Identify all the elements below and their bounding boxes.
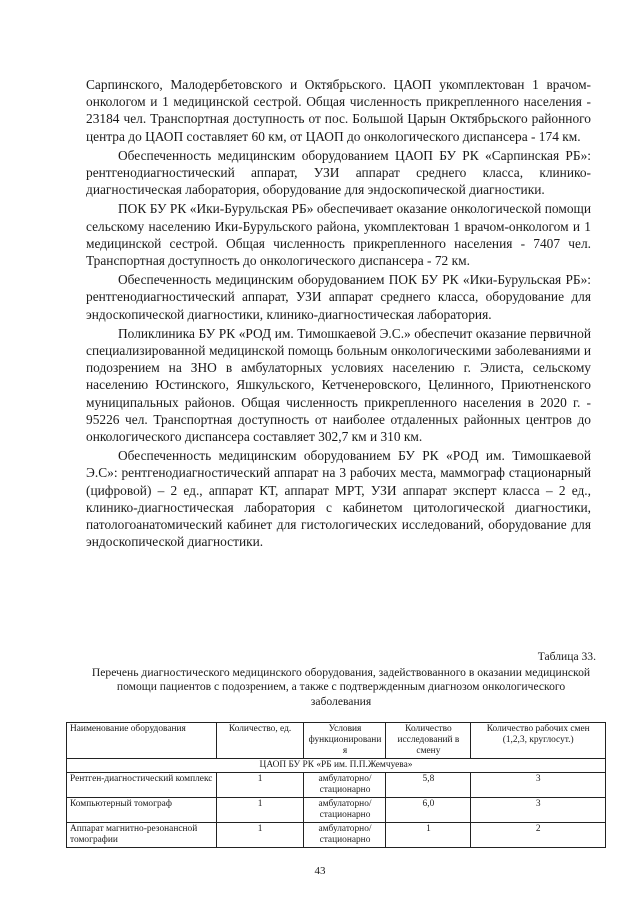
header-equipment-name: Наименование оборудования [67, 723, 217, 759]
cell-shifts: 3 [471, 773, 606, 798]
cell-shifts: 2 [471, 823, 606, 848]
cell-equipment: Аппарат магнитно-резонансной томографии [67, 823, 217, 848]
header-shifts: Количество рабочих смен (1,2,3, круглосут.) [471, 723, 606, 759]
cell-quantity: 1 [216, 823, 304, 848]
body-text [86, 76, 591, 552]
table-header-row [67, 723, 606, 759]
cell-shifts: 3 [471, 798, 606, 823]
group-label: ЦАОП БУ РК «РБ им. П.П.Жемчуева» [67, 759, 606, 773]
table-label: Таблица 33. [537, 650, 596, 663]
table-row [67, 773, 606, 798]
cell-equipment: Компьютерный томограф [67, 798, 217, 823]
header-quantity: Количество, ед. [216, 723, 304, 759]
table-caption: Перечень диагностического медицинского оборудования, задействованного в оказании медицинской помощи пациентов с подозрением, а также с подтвержденным диагнозом онкологического заболевания [91, 666, 591, 708]
cell-conditions: амбулаторно/ стационарно [304, 798, 386, 823]
cell-studies: 1 [386, 823, 471, 848]
table-row [67, 823, 606, 848]
cell-equipment: Рентген-диагностический комплекс [67, 773, 217, 798]
cell-studies: 6,0 [386, 798, 471, 823]
paragraph-5: Поликлиника БУ РК «РОД им. Тимошкаевой Э.С.» обеспечит оказание первичной специализированной медицинской помощь больным онкологическими заболеваниями и подозрением на ЗНО в амбулаторных условиях населению г. Элиста, сельскому населению Юстинского, Яшкульского, Кетченеровского, Целинного, Приютненского муниципальных районов. Общая численность прикрепленного населения в 2020 г. - 95226 чел. Транспортная доступность от наиболее отдаленных районных центров до онкологического диспансера составляет 302,7 км и 310 км. [86, 325, 591, 445]
paragraph-6: Обеспеченность медицинским оборудованием БУ РК «РОД им. Тимошкаевой Э.С»: рентгенодиагностический аппарат на 3 рабочих места, маммограф стационарный (цифровой) – 2 ед., аппарат КТ, аппарат МРТ, УЗИ аппарат эксперт класса – 2 ед., клинико-диагностическая лаборатория с кабинетом цитологической диагностики, патологоанатомический кабинет для гистологических исследований, оборудование для эндоскопической диагностики. [86, 448, 591, 550]
table-row [67, 798, 606, 823]
cell-quantity: 1 [216, 773, 304, 798]
header-conditions: Условия функционировани я [304, 723, 386, 759]
cell-quantity: 1 [216, 798, 304, 823]
page-number: 43 [314, 865, 326, 877]
paragraph-4: Обеспеченность медицинским оборудованием ПОК БУ РК «Ики-Бурульская РБ»: рентгенодиагностический аппарат, УЗИ аппарат среднего класса, оборудование для эндоскопической диагностики, клинико-диагностическая лаборатория. [86, 272, 591, 322]
table-group-row [67, 759, 606, 773]
cell-conditions: амбулаторно/ стационарно [304, 823, 386, 848]
cell-conditions: амбулаторно/ стационарно [304, 773, 386, 798]
cell-studies: 5,8 [386, 773, 471, 798]
paragraph-1: Сарпинского, Малодербетовского и Октябрьского. ЦАОП укомплектован 1 врачом-онкологом и 1 медицинской сестрой. Общая численность прикрепленного населения - 23184 чел. Транспортная доступность от пос. Большой Царын Октябрьского районного центра до ЦАОП составляет 60 км, от ЦАОП до онкологического диспансера - 174 км. [86, 77, 591, 144]
paragraph-2: Обеспеченность медицинским оборудованием ЦАОП БУ РК «Сарпинская РБ»: рентгенодиагностический аппарат, УЗИ аппарат среднего класса, клинико-диагностическая лаборатория, оборудование для эндоскопической диагностики. [86, 147, 591, 198]
paragraph-3: ПОК БУ РК «Ики-Бурульская РБ» обеспечивает оказание онкологической помощи сельскому населению Ики-Бурульского района, укомплектован 1 врачом-онкологом и 1 медицинской сестрой. Общая численность прикрепленного населения - 7407 чел. Транспортная доступность до онкологического диспансера - 72 км. [86, 201, 591, 269]
equipment-table [66, 722, 606, 848]
header-studies-per-shift: Количество исследований в смену [386, 723, 471, 759]
